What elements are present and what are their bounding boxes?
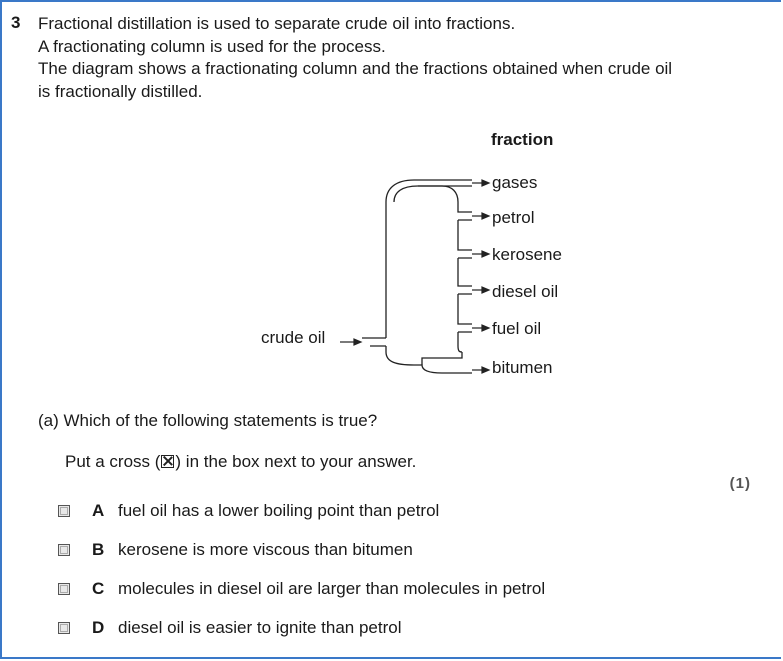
crude-oil-label: crude oil (261, 328, 326, 347)
column-top-right (418, 186, 458, 202)
answer-checkbox-c[interactable] (58, 583, 70, 595)
fraction-heading: fraction (491, 130, 554, 149)
question-number: 3 (11, 13, 21, 32)
column-right-wall (458, 202, 472, 352)
answer-checkbox-a[interactable] (58, 505, 70, 517)
option-c (58, 577, 545, 601)
option-text: molecules in diesel oil are larger than molecules in petrol (118, 579, 546, 598)
answer-checkbox-d[interactable] (58, 622, 70, 634)
arrowhead-gases (482, 180, 489, 186)
instruction-text-after: ) in the box next to your answer. (175, 452, 417, 471)
gases-pipe-inner (394, 186, 472, 202)
intro-line: The diagram shows a fractionating column and the fractions obtained when crude oil (38, 59, 673, 78)
fraction-label-gases: gases (492, 173, 538, 192)
intro-line: A fractionating column is used for the process. (38, 36, 386, 56)
arrowhead-crude-oil (354, 339, 361, 345)
option-b (58, 538, 413, 562)
bitumen-pipe (386, 352, 472, 373)
option-letter: B (92, 540, 105, 559)
crude-oil-inlet (362, 338, 386, 346)
option-letter: D (92, 618, 105, 637)
fraction-label-diesel-oil: diesel oil (492, 282, 559, 301)
fraction-label-kerosene: kerosene (492, 245, 562, 264)
fraction-label-petrol: petrol (492, 208, 535, 227)
fractionating-column-diagram (2, 2, 783, 661)
marks-label: (1) (729, 475, 751, 492)
fraction-label-fuel-oil: fuel oil (492, 319, 542, 338)
option-a (58, 499, 439, 523)
part-a-question: (a) Which of the following statements is true? (38, 411, 378, 430)
arrowhead-petrol (482, 213, 489, 219)
option-text: fuel oil has a lower boiling point than petrol (118, 501, 440, 520)
instruction-text-before: Put a cross ( (65, 452, 161, 471)
option-text: diesel oil is easier to ignite than petrol (118, 618, 402, 637)
answer-instruction (65, 452, 416, 472)
arrowhead-fuel-oil (482, 325, 489, 331)
arrowhead-bitumen (482, 367, 489, 373)
option-text: kerosene is more viscous than bitumen (118, 540, 413, 559)
intro-line: Fractional distillation is used to separate crude oil into fractions. (38, 14, 516, 33)
arrowhead-diesel (482, 287, 489, 293)
option-d (58, 616, 402, 640)
answer-checkbox-b[interactable] (58, 544, 70, 556)
intro-line: is fractionally distilled. (38, 81, 203, 101)
option-letter: A (92, 501, 105, 520)
fraction-label-bitumen: bitumen (492, 358, 553, 377)
crossed-box-icon (161, 455, 174, 468)
bitumen-pipe-inner (422, 352, 462, 365)
option-letter: C (92, 579, 105, 598)
arrowhead-kerosene (482, 251, 489, 257)
